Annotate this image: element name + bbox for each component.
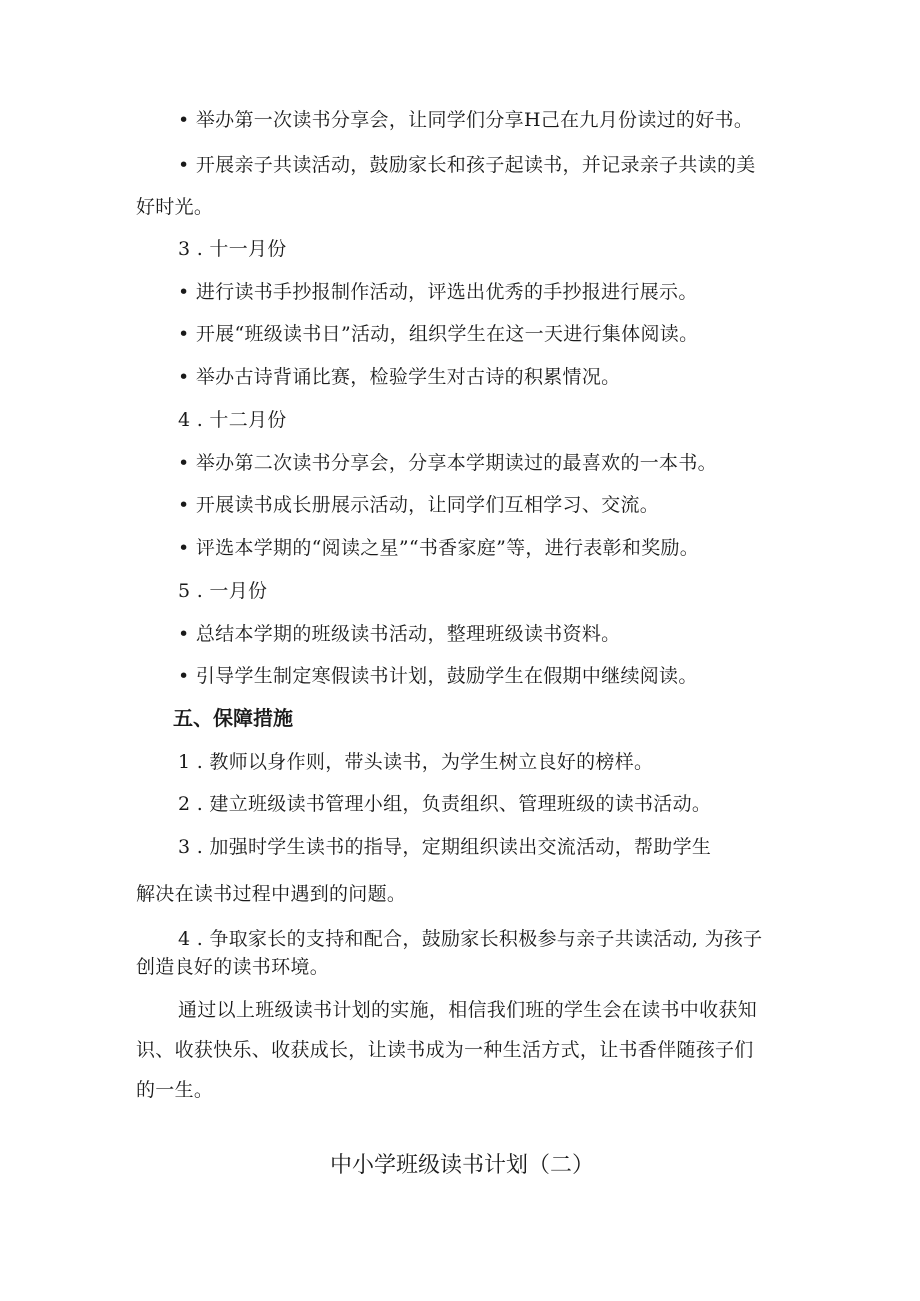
safeguard-item: 2 . 建立班级读书管理小组，负责组织、管理班级的读书活动。 — [178, 793, 712, 815]
december-item: • 举办第二次读书分享会，分享本学期读过的最喜欢的一本书。 — [178, 452, 717, 474]
conclusion-paragraph-cont: 的一生。 — [136, 1079, 214, 1101]
november-item: • 开展“班级读书日”活动，组织学生在这一天进行集体阅读。 — [178, 323, 699, 345]
january-heading: 5 . 一月份 — [178, 580, 268, 602]
november-item: • 举办古诗背诵比赛，检验学生对古诗的积累情况。 — [178, 366, 621, 388]
safeguard-item: 1 . 教师以身作则，带头读书，为学生树立良好的榜样。 — [178, 751, 654, 773]
safeguard-item-cont: 解决在读书过程中遇到的问题。 — [136, 883, 407, 905]
december-item: • 开展读书成长册展示活动，让同学们互相学习、交流。 — [178, 494, 660, 516]
safeguard-item: 3 . 加强时学生读书的指导，定期组织读出交流活动，帮助学生 — [178, 836, 712, 858]
conclusion-paragraph: 通过以上班级读书计划的实施，相信我们班的学生会在读书中收获知 — [178, 999, 758, 1021]
conclusion-paragraph-cont: 识、收获快乐、收获成长，让读书成为一种生活方式，让书香伴随孩子们 — [136, 1039, 754, 1061]
december-heading: 4 . 十二月份 — [178, 409, 287, 431]
january-item: • 总结本学期的班级读书活动，整理班级读书资料。 — [178, 623, 621, 645]
october-item-parent-child-reading-cont: 好时光。 — [136, 196, 214, 218]
january-item: • 引导学生制定寒假读书计划，鼓励学生在假期中继续阅读。 — [178, 665, 698, 687]
safeguard-item: 4 . 争取家长的支持和配合，鼓励家长积极参与亲子共读活动, 为孩子 — [178, 928, 763, 950]
section-heading-safeguards: 五、保障措施 — [173, 706, 293, 730]
next-document-title: 中小学班级读书计划（二） — [330, 1153, 595, 1178]
safeguard-item-cont: 创造良好的读书环境。 — [136, 956, 330, 978]
november-item: • 进行读书手抄报制作活动，评选出优秀的手抄报进行展示。 — [178, 281, 698, 303]
october-item-parent-child-reading: • 开展亲子共读活动，鼓励家长和孩子起读书，并记录亲子共读的美 — [178, 154, 756, 176]
october-item-first-sharing: • 举办第一次读书分享会，让同学们分享H己在九月份读过的好书。 — [178, 109, 754, 131]
december-item: • 评选本学期的“阅读之星”“书香家庭”等，进行表彰和奖励。 — [178, 537, 700, 559]
november-heading: 3 . 十一月份 — [178, 238, 287, 260]
